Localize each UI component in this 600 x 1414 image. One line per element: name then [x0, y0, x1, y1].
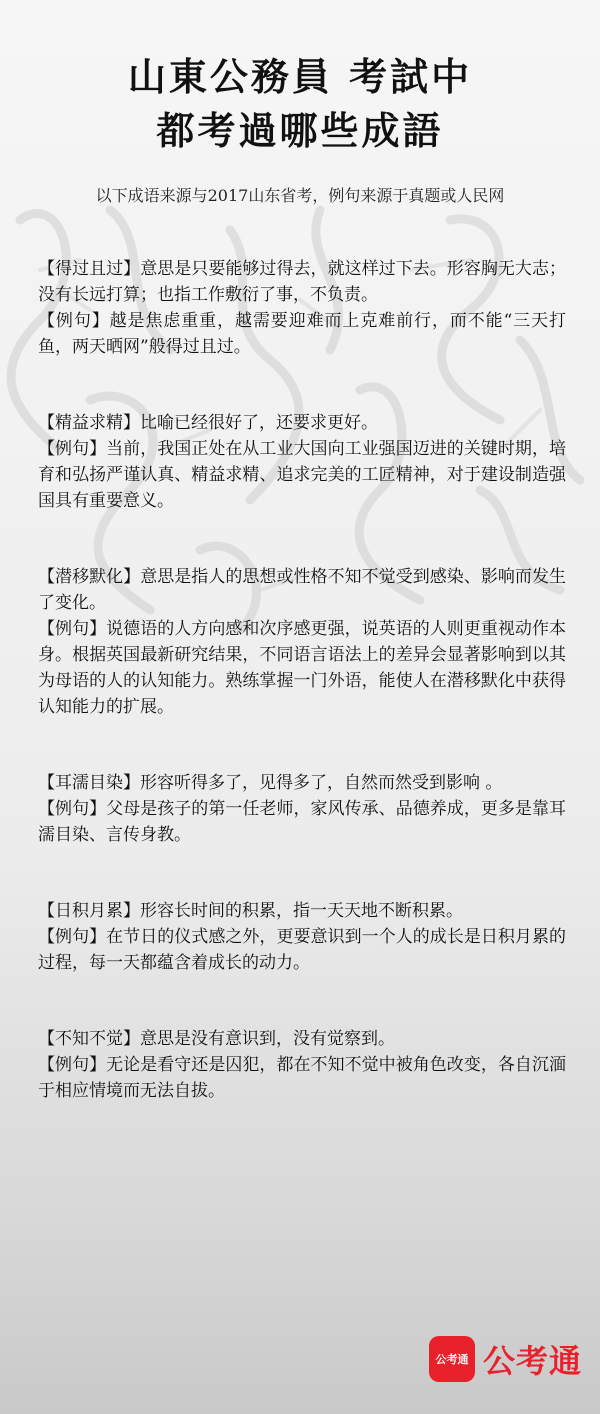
idiom-entry	[38, 564, 566, 720]
idiom-example: 【例句】父母是孩子的第一任老师，家风传承、品德养成，更多是靠耳濡目染、言传身教。	[38, 799, 566, 845]
brand-logo	[429, 1336, 582, 1382]
idiom-example: 【例句】无论是看守还是囚犯，都在不知不觉中被角色改变，各自沉湎于相应情境而无法自拔。	[38, 1055, 566, 1101]
idiom-example: 【例句】当前，我国正处在从工业大国向工业强国迈进的关键时期，培育和弘扬严谨认真、精益求精、追求完美的工匠精神，对于建设制造强国具有重要意义。	[38, 439, 566, 511]
idiom-definition: 【日积月累】形容长时间的积累，指一天天地不断积累。	[38, 901, 463, 921]
idiom-definition: 【精益求精】比喻已经很好了，还要求更好。	[38, 413, 378, 433]
idiom-definition: 【潜移默化】意思是指人的思想或性格不知不觉受到感染、影响而发生了变化。	[38, 567, 566, 613]
idiom-entry	[38, 410, 566, 514]
idiom-entry	[38, 770, 566, 848]
page-subtitle: 以下成语来源与2017山东省考，例句来源于真题或人民网	[95, 186, 505, 205]
title-line-1: 山東公務員 考試中	[127, 54, 473, 99]
idiom-example: 【例句】在节日的仪式感之外，更要意识到一个人的成长是日积月累的过程，每一天都蕴含着成长的动力。	[38, 927, 566, 973]
idiom-definition: 【不知不觉】意思是没有意识到，没有觉察到。	[38, 1029, 395, 1049]
idiom-entry	[38, 1026, 566, 1104]
brand-logo-mark: 公考通	[429, 1336, 475, 1382]
title-line-2: 都考過哪些成語	[156, 108, 444, 153]
idiom-example: 【例句】越是焦虑重重，越需要迎难而上克难前行，而不能“三天打鱼，两天晒网”般得过且过。	[38, 311, 566, 357]
idiom-entry	[38, 256, 566, 360]
idiom-entry	[38, 898, 566, 976]
idiom-list	[38, 256, 566, 1154]
idiom-definition: 【得过且过】意思是只要能够过得去，就这样过下去。形容胸无大志；没有长远打算；也指工作敷衍了事，不负责。	[38, 259, 566, 305]
page-title	[0, 50, 600, 158]
idiom-example: 【例句】说德语的人方向感和次序感更强，说英语的人则更重视动作本身。根据英国最新研究结果，不同语言语法上的差异会显著影响到以其为母语的人的认知能力。熟练掌握一门外语，能使人在潜移默化中获得认知能力的扩展。	[38, 619, 566, 717]
idiom-definition: 【耳濡目染】形容听得多了，见得多了，自然而然受到影响 。	[38, 773, 503, 793]
brand-logo-text: 公考通	[482, 1342, 582, 1380]
